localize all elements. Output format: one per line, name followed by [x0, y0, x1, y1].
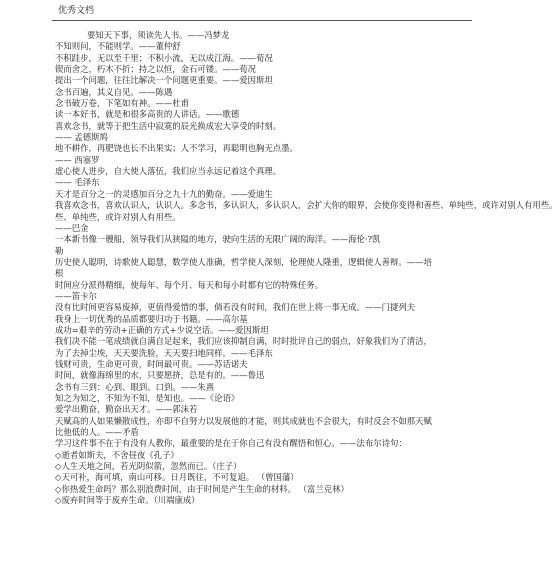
text-line: 比他低的人。——矛盾 — [55, 427, 139, 438]
text-line: 读一本好书，就是和很多高贵的人讲话。——歌德 — [55, 109, 240, 120]
text-line: 些、单纯些，或许对别人有用些。 — [55, 211, 181, 222]
text-line: ◇你热爱生命吗？那么别浪费时间，由于时间是产生生命的材料。 （富兰克林） — [55, 483, 349, 494]
text-line: 根 — [55, 268, 64, 279]
text-line: 爱学出勤奋，勤奋出天才。——郭沫若 — [55, 404, 198, 415]
text-line: 要知天下事，须读先人书。——冯梦龙 — [87, 30, 230, 40]
text-line: 成功=艰辛的劳动+正确的方式+少说空话。——爱因斯坦 — [55, 324, 269, 335]
text-line: 地不耕作，再肥饶也长不出果实；人不学习，再聪明也胸无点墨。 — [55, 143, 298, 154]
text-line: —— 西塞罗 — [55, 154, 100, 165]
text-line: ◇逝者如斯夫，不舍昼夜《孔子》 — [55, 449, 179, 460]
text-line: 念书百遍，其义自见。——陈遇 — [55, 86, 173, 97]
text-line: 念书有三到：心到、眼到、口到。——朱熹 — [55, 381, 215, 392]
text-line: 钱财可贵，生命更可贵，时间最可贵。——苏话诺夫 — [55, 358, 248, 369]
text-line: 时间应分派得精细，使每年、每个月、每天和每小时都有它的特殊任务。 — [55, 279, 323, 290]
text-line: 历史使人聪明，诗歌使人聪慧，数学使人准确，哲学使人深刻，伦理使人隆重，逻辑使人善辩。——培 — [55, 256, 432, 267]
text-line: 没有比时间更容易废掉，更值得爱惜的事，倘若没有时间，我们在世上将一事无成。——门捷列夫 — [55, 302, 416, 313]
text-line: 学习这件事不在于有没有人教你，最重要的是在于你自己有没有醒悟和恒心。——法布尔诗句： — [55, 438, 407, 449]
text-line: 勒 — [55, 245, 64, 256]
text-line: 念书破万卷，下笔如有神。——杜甫 — [55, 98, 189, 109]
text-line: 不知则问，不能则学。——董仲舒 — [55, 41, 181, 52]
text-line: 我们决不能一笔成绩就自满自足起来，我们应该抑制自满，时时批评自己的弱点，好象我们为了清洁， — [55, 336, 432, 347]
page-header — [52, 4, 472, 21]
text-line: 知之为知之，不知为不知，是知也。——《论语》 — [55, 393, 240, 403]
text-line: 我身上一切优秀的品质都要归功于书籍。——高尔基 — [55, 313, 248, 324]
text-line: ——巴金 — [55, 222, 89, 233]
text-line: ◇人生天地之间，若光阴似箭，忽然而已。（庄子） — [55, 461, 242, 472]
document-body — [55, 30, 558, 506]
header-title: 优秀文档 — [58, 6, 95, 16]
text-line: 天才是百分之一的灵感加百分之九十九的勤奋。——爱迪生 — [55, 188, 273, 199]
text-line: 一本新书像一艘船，领导我们从狭隘的地方，驶向生活的无限广阔的海洋。——海伦·?凯 — [55, 234, 381, 245]
text-line: ◇天可补，海可填，南山可移。日月既往，不可复追。 （曾国藩） — [55, 472, 299, 483]
text-line: 不积跬步，无以至千里；不积小流，无以成江海。——荀况 — [55, 52, 273, 63]
text-line: ◇废弃时间等于废弃生命。（川端康成） — [55, 495, 200, 506]
text-line: ——笛卡尔 — [55, 290, 97, 301]
text-line: 天赋高的人如果懒散成性，亦即不自努力以发展他的才能，则其成就也不会很大，有时反会不如那天赋 — [55, 415, 432, 426]
text-line: 锲而舍之，朽木不折；持之以恒，金石可镂。——荀况 — [55, 64, 256, 75]
text-line: 提出一个问题，往往比解决一个问题更重要。——爱因斯坦 — [55, 75, 273, 86]
text-line: 喜欢念书，就等于把生活中寂寞的辰光换成宏大享受的时刻。 — [55, 120, 282, 131]
text-line: 我喜欢念书，喜欢认识人，认识人。多念书，多认识人，多认识人，会扩大你的眼界，会使你变得和善些、单纯些，或许对别人有用些。 — [55, 200, 558, 211]
text-line: 时间，就像海绵里的水，只要愿挤，总是有的。——鲁迅 — [55, 370, 265, 381]
text-line: 虚心使人进步，自大使人落伍，我们应当永远记着这个真理。 — [55, 166, 282, 177]
text-line: —— 毛泽东 — [55, 177, 100, 188]
text-line: 为了去掉尘埃，天天要洗脸，天天要扫地同样。——毛泽东 — [55, 347, 273, 358]
text-line: —— 孟德斯鸠 — [55, 132, 108, 143]
